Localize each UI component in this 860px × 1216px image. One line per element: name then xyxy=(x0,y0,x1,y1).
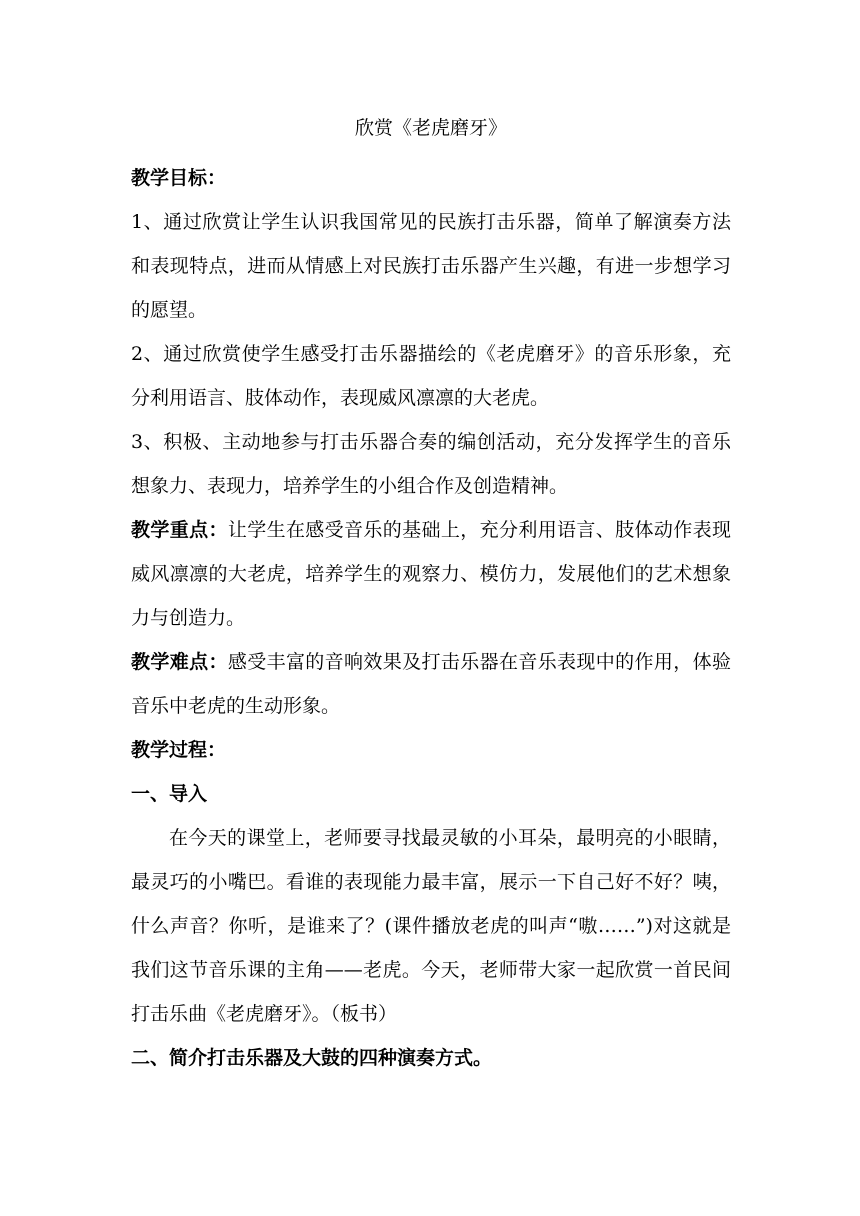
key-points-text: 让学生在感受音乐的基础上，充分利用语言、肢体动作表现威风凛凛的大老虎，培养学生的观察力、模仿力，发展他们的艺术想象力与创造力。 xyxy=(131,519,731,629)
objective-item-1: 1、通过欣赏让学生认识我国常见的民族打击乐器，简单了解演奏方法和表现特点，进而从情感上对民族打击乐器产生兴趣，有进一步想学习的愿望。 xyxy=(131,211,731,321)
objective-item-3: 3、积极、主动地参与打击乐器合奏的编创活动，充分发挥学生的音乐想象力、表现力，培养学生的小组合作及创造精神。 xyxy=(131,431,731,497)
difficulties-paragraph xyxy=(131,640,731,728)
objective-item-2: 2、通过欣赏使学生感受打击乐器描绘的《老虎磨牙》的音乐形象，充分利用语言、肢体动作，表现威风凛凛的大老虎。 xyxy=(131,343,731,409)
process-heading: 教学过程： xyxy=(131,739,227,761)
document-page xyxy=(131,112,731,1080)
document-title: 欣赏《老虎磨牙》 xyxy=(354,117,507,139)
objectives-heading: 教学目标： xyxy=(131,167,227,189)
section-1-text: 在今天的课堂上，老师要寻找最灵敏的小耳朵，最明亮的小眼睛，最灵巧的小嘴巴。看谁的表现能力最丰富，展示一下自己好不好？咦，什么声音？你听，是谁来了？(课件播放老虎的叫声“嗷……”)对这就是我们这节音乐课的主角——老虎。今天，老师带大家一起欣赏一首民间打击乐曲《老虎磨牙》。（板书） xyxy=(131,827,731,1025)
difficulties-label: 教学难点： xyxy=(131,651,228,673)
key-points-paragraph xyxy=(131,508,731,640)
difficulties-text: 感受丰富的音响效果及打击乐器在音乐表现中的作用，体验音乐中老虎的生动形象。 xyxy=(131,651,731,717)
key-points-label: 教学重点： xyxy=(131,519,228,541)
section-1-heading: 一、导入 xyxy=(131,783,208,805)
section-2-heading: 二、简介打击乐器及大鼓的四种演奏方式。 xyxy=(131,1047,493,1069)
